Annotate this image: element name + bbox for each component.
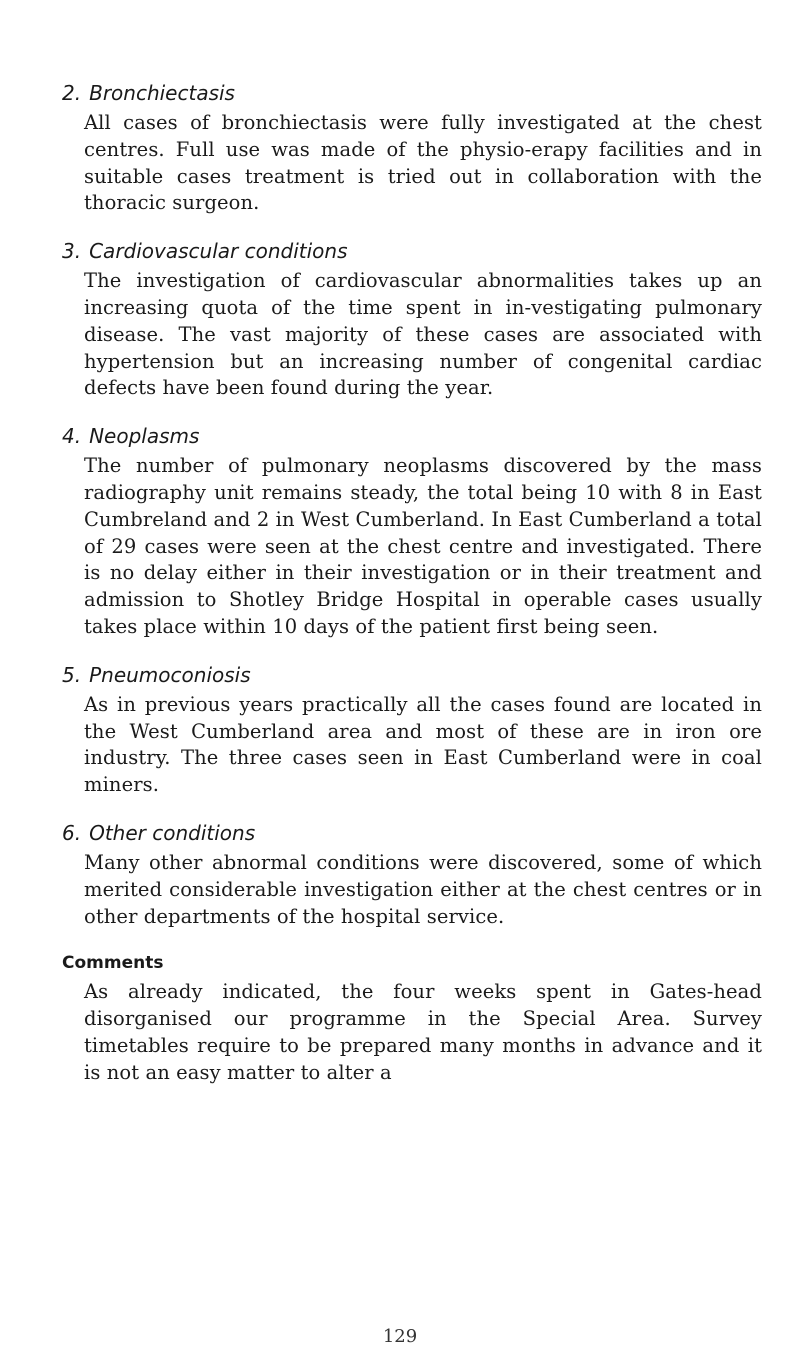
section-number: 5. [62,662,82,687]
section-paragraph: The investigation of cardiovascular abnormalities takes up an increasing quota of the time spent in in-vestigating pulmonary disease. The vast majority of these cases are associated with hypertension but an increasing number of congenital cardiac defects have been found during the year. [84,269,762,400]
section-other-conditions [62,818,762,930]
section-comments [62,949,762,1086]
section-neoplasms [62,421,762,641]
section-paragraph: Many other abnormal conditions were discovered, some of which merited considerable investigation either at the chest centres or in other departments of the hospital service. [84,850,762,928]
section-paragraph: As in previous years practically all the cases found are located in the West Cumberland area and most of these are in iron ore industry. The three cases seen in East Cumberland were in coal miners. [84,692,762,797]
document-page [62,78,762,1106]
section-title: Bronchiectasis [89,81,235,105]
section-heading [62,818,762,848]
section-number: 4. [62,424,82,449]
section-title: Other conditions [89,820,256,845]
section-heading [62,236,762,266]
comments-paragraph: As already indicated, the four weeks spent in Gates-head disorganised our programme in the Special Area. Survey timetables require to be prepared many months in advance and it is not an easy matter to alter a [84,980,762,1084]
section-title: Neoplasms [89,424,200,449]
comments-heading: Comments [62,953,164,974]
section-heading [62,421,762,451]
section-cardiovascular [62,236,762,402]
section-heading [62,78,762,108]
section-heading [62,660,762,690]
section-number: 3. [62,239,82,264]
section-title: Pneumoconiosis [89,662,251,687]
section-number: 2. [62,81,82,105]
section-bronchiectasis [62,78,762,217]
section-paragraph: The number of pulmonary neoplasms discovered by the mass radiography unit remains steady, the total being 10 with 8 in East Cumbreland and 2 in West Cumberland. In East Cumberland a total of 29 cases were seen at the chest centre and investigated. There is no delay either in their investigation or in their treatment and admission to Shotley Bridge Hospital in operable cases usually takes place within 10 days of the patient first being seen. [84,454,762,638]
section-paragraph: All cases of bronchiectasis were fully investigated at the chest centres. Full use was made of the physio-erapy facilities and in suitable cases treatment is tried out in collaboration with the thoracic surgeon. [84,111,762,215]
page-number: 129 [382,1326,418,1347]
section-title: Cardiovascular conditions [89,239,348,264]
section-number: 6. [62,820,82,845]
section-pneumoconiosis [62,660,762,799]
